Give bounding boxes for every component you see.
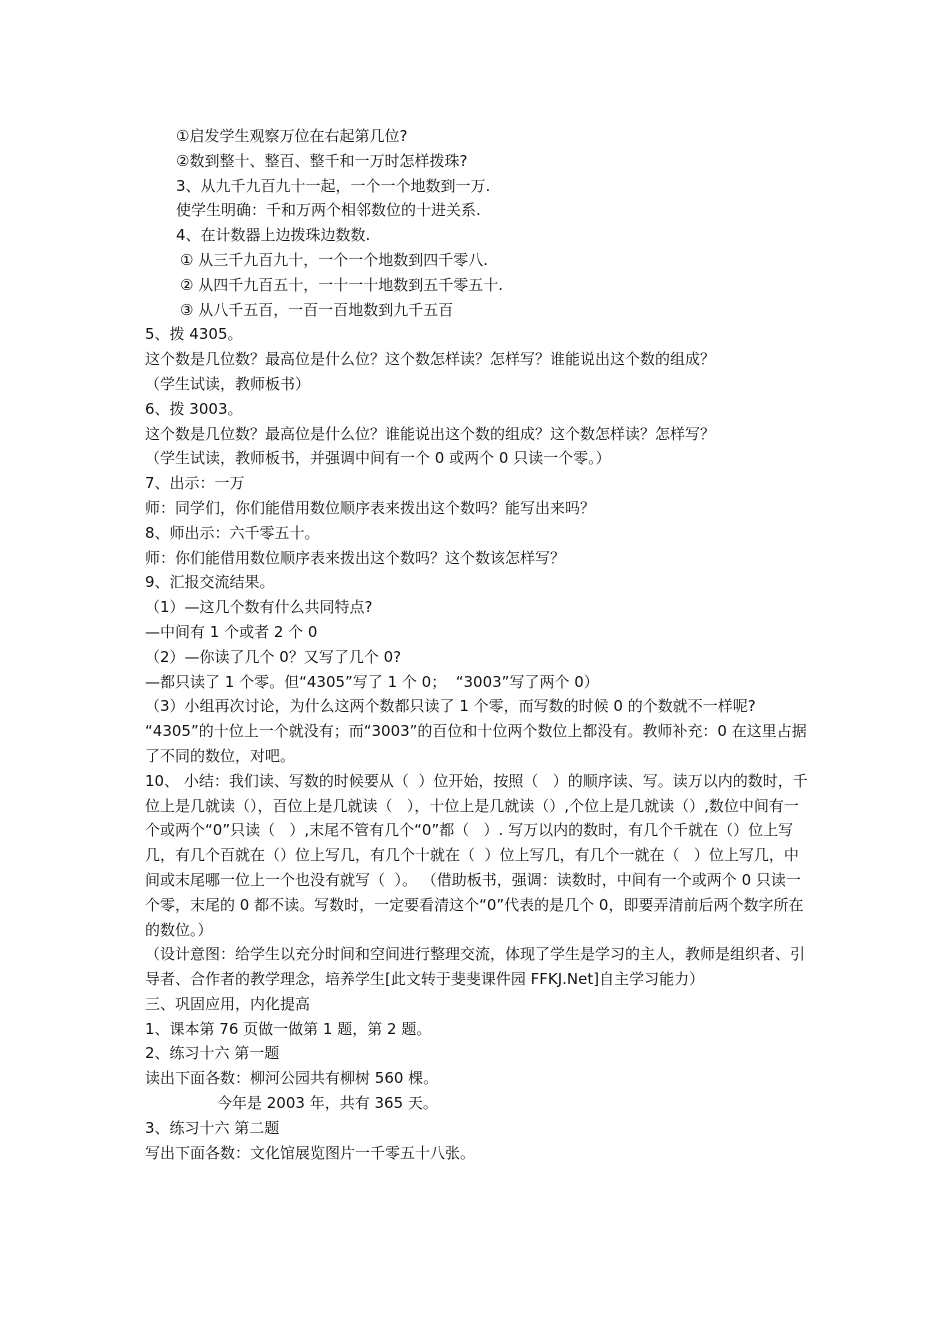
text-line: 读出下面各数：柳河公园共有柳树 560 棵。 <box>145 1069 439 1088</box>
text-line: 6、拨 3003。 <box>145 399 243 418</box>
text-line: 5、拨 4305。 <box>145 325 243 344</box>
text-line: （学生试读，教师板书） <box>145 374 311 393</box>
text-line: 写出下面各数：文化馆展览图片一千零五十八张。 <box>145 1143 476 1162</box>
text-line: ②数到整十、整百、整千和一万时怎样拨珠? <box>176 151 468 170</box>
text-line: 8、师出示：六千零五十。 <box>145 523 320 542</box>
text-line: 3、从九千九百九十一起，一个一个地数到一万. <box>176 176 491 195</box>
text-line: ② 从四千九百五十，一十一十地数到五千零五十. <box>180 275 503 294</box>
text-line: 7、出示：一万 <box>145 474 245 493</box>
text-line: 这个数是几位数？最高位是什么位？谁能说出这个数的组成？这个数怎样读？怎样写？ <box>145 424 716 443</box>
text-line: （学生试读，教师板书，并强调中间有一个 0 或两个 0 只读一个零。） <box>145 449 611 468</box>
text-line: ③ 从八千五百，一百一百地数到九千五百 <box>180 300 454 319</box>
section-heading: 三、巩固应用，内化提高 <box>145 994 311 1013</box>
text-line: （设计意图：给学生以充分时间和空间进行整理交流，体现了学生是学习的主人，教师是组织者、引导者、合作者的教学理念，培养学生[此文转于斐斐课件园 FFKJ.Net]自主学习能力） <box>145 945 806 989</box>
text-line: 4、在计数器上边拨珠边数数. <box>176 226 371 245</box>
text-line: （3）小组再次讨论，为什么这两个数都只读了 1 个零，而写数的时候 0 的个数就不一样呢? <box>145 697 756 716</box>
text-line: 使学生明确：千和万两个相邻数位的十进关系. <box>176 201 481 220</box>
text-line: 9、汇报交流结果。 <box>145 573 275 592</box>
text-line: ①启发学生观察万位在右起第几位? <box>176 127 408 145</box>
text-line: 师：同学们，你们能借用数位顺序表来拨出这个数吗？能写出来吗？ <box>145 498 596 517</box>
text-line: （1）—这几个数有什么共同特点? <box>145 598 373 617</box>
text-line: 2、练习十六 第一题 <box>145 1044 280 1063</box>
text-line: ① 从三千九百九十，一个一个地数到四千零八. <box>180 250 488 269</box>
document-body <box>145 124 810 1165</box>
text-line: 这个数是几位数？最高位是什么位？这个数怎样读？怎样写？谁能说出这个数的组成？ <box>145 350 716 369</box>
text-line: —中间有 1 个或者 2 个 0 <box>145 622 318 641</box>
text-line: （2）—你读了几个 0？又写了几个 0? <box>145 647 402 666</box>
text-line: 今年是 2003 年，共有 365 天。 <box>217 1094 438 1113</box>
text-line: “4305”的十位上一个就没有；而“3003”的百位和十位两个数位上都没有。教师补充：0 在这里占据了不同的数位，对吧。 <box>145 722 807 765</box>
text-line: 10、 小结：我们读、写数的时候要从（ ）位开始，按照（ ）的顺序读、写。读万以内的数时，千位上是几就读（），百位上是几就读（ ），十位上是几就读（）,个位上是几就读（）,数位中间有一个或两个“0”只读（ ）,末尾不管有几个“0”都（ ）. 写万以内的数时，有几个千就在（）位上写几，有几个百就在（）位上写几，有几个十就在（ ）位上写几，有几个一就在（ ）位上写几，中间或末尾哪一位上一个也没有就写（ ）。 （借助板书，强调：读数时，中间有一个或两个 0 只读一个零，末尾的 0 都不读。写数时，一定要看清这个“0”代表的是几个 0，即要弄清前后两个数字所在的数位。） <box>145 771 808 939</box>
text-line: 3、练习十六 第二题 <box>145 1118 280 1137</box>
text-line: —都只读了 1 个零。但“4305”写了 1 个 0； “3003”写了两个 0） <box>145 672 599 691</box>
text-line: 1、课本第 76 页做一做第 1 题，第 2 题。 <box>145 1019 432 1038</box>
text-line: 师：你们能借用数位顺序表来拨出这个数吗？这个数该怎样写？ <box>145 548 566 567</box>
